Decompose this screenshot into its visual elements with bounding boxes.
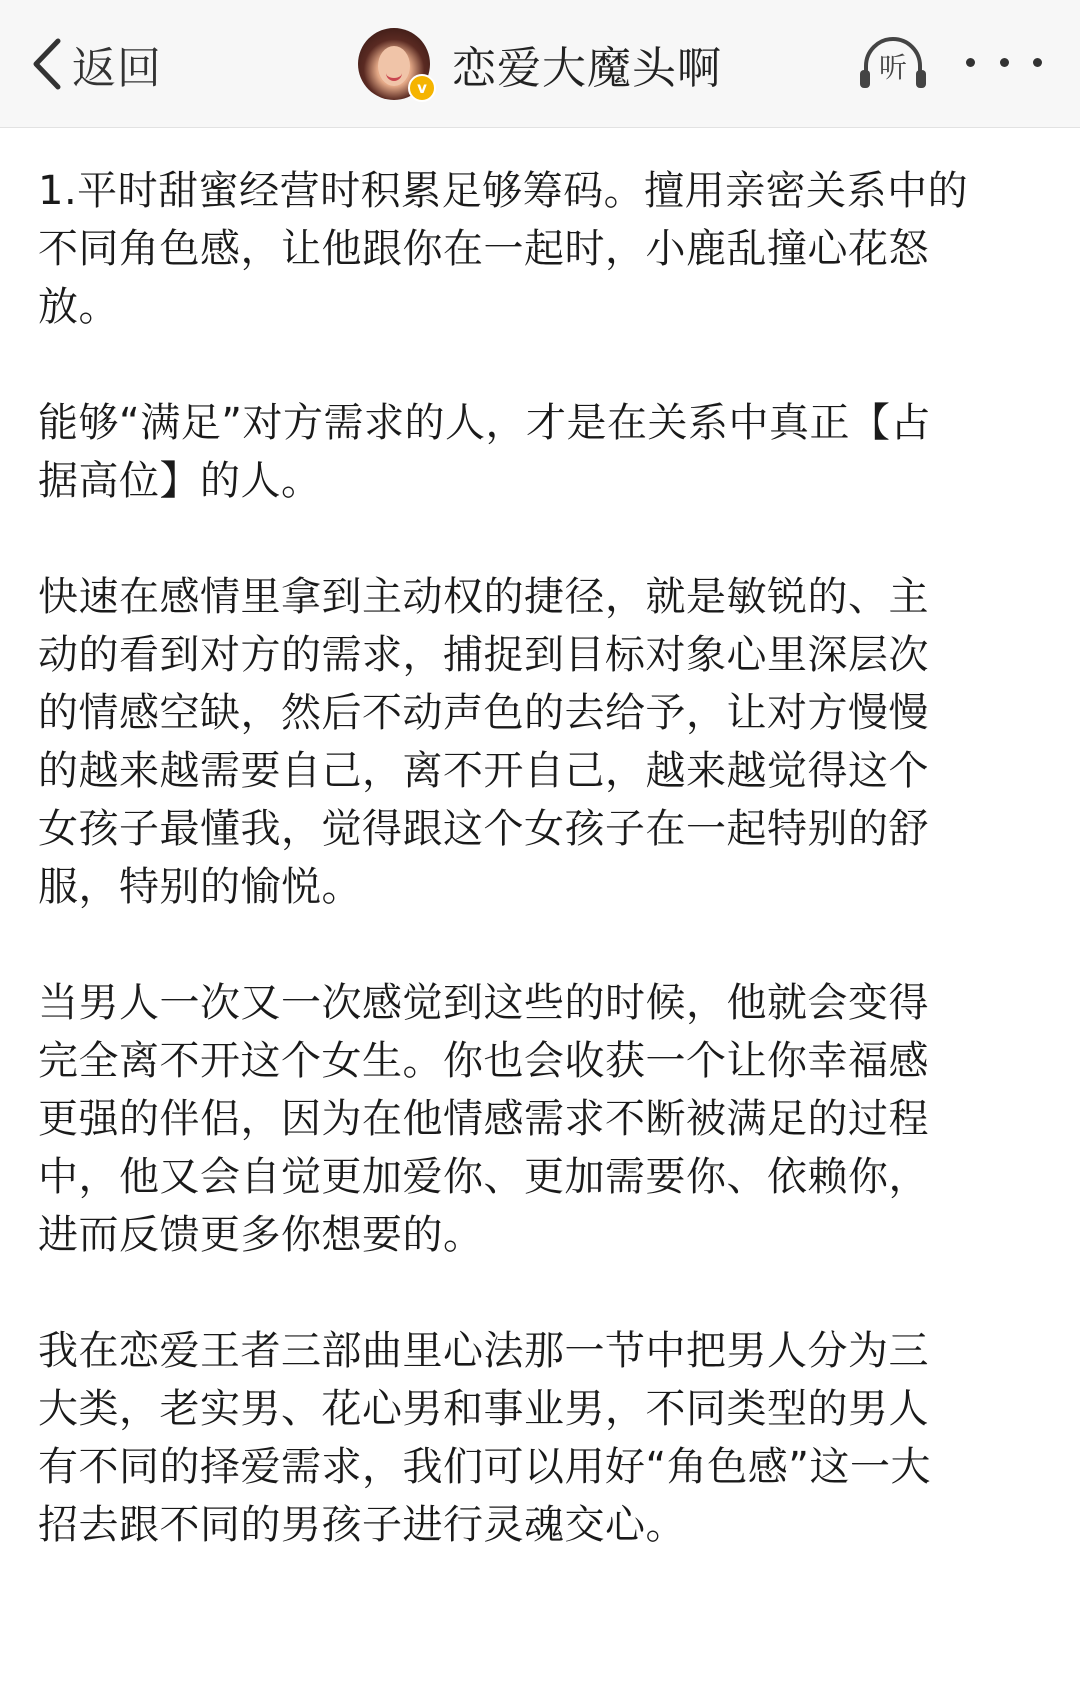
- article-body: [38, 162, 1046, 1612]
- more-icon-dot: [1000, 58, 1009, 67]
- more-icon-dot: [966, 58, 975, 67]
- back-label: 返回: [72, 43, 162, 94]
- more-icon-dot: [1033, 58, 1042, 67]
- listen-button[interactable]: [858, 36, 928, 92]
- chevron-left-icon: [30, 35, 64, 93]
- author-name[interactable]: 恋爱大魔头啊: [452, 43, 722, 94]
- article-paragraph: 当男人一次又一次感觉到这些的时候，他就会变得 完全离不开这个女生。你也会收获一个让你幸福感 更强的伴侣，因为在他情感需求不断被满足的过程 中，他又会自觉更加爱你、更加需要你、依赖你， 进而反馈更多你想要的。: [38, 980, 929, 1258]
- avatar[interactable]: [358, 28, 430, 100]
- author-profile[interactable]: [358, 22, 722, 106]
- top-navigation-bar: [0, 0, 1080, 128]
- article-paragraph: 快速在感情里拿到主动权的捷径，就是敏锐的、主 动的看到对方的需求，捕捉到目标对象心里深层次 的情感空缺，然后不动声色的去给予，让对方慢慢 的越来越需要自己，离不开自己，越来越觉得这个 女孩子最懂我，觉得跟这个女孩子在一起特别的舒 服，特别的愉悦。: [38, 574, 929, 910]
- article-paragraph: 我在恋爱王者三部曲里心法那一节中把男人分为三 大类，老实男、花心男和事业男，不同类型的男人 有不同的择爱需求，我们可以用好“角色感”这一大 招去跟不同的男孩子进行灵魂交心。: [38, 1328, 931, 1548]
- more-button[interactable]: [966, 42, 1042, 82]
- listen-label: 听: [878, 51, 907, 84]
- verified-badge-icon: v: [408, 74, 436, 102]
- article-paragraph: 1.平时甜蜜经营时积累足够筹码。擅用亲密关系中的 不同角色感，让他跟你在一起时，小鹿乱撞心花怒 放。: [38, 168, 969, 330]
- article-paragraph: 能够“满足”对方需求的人，才是在关系中真正【占 据高位】的人。: [38, 400, 931, 504]
- back-button[interactable]: [30, 32, 162, 96]
